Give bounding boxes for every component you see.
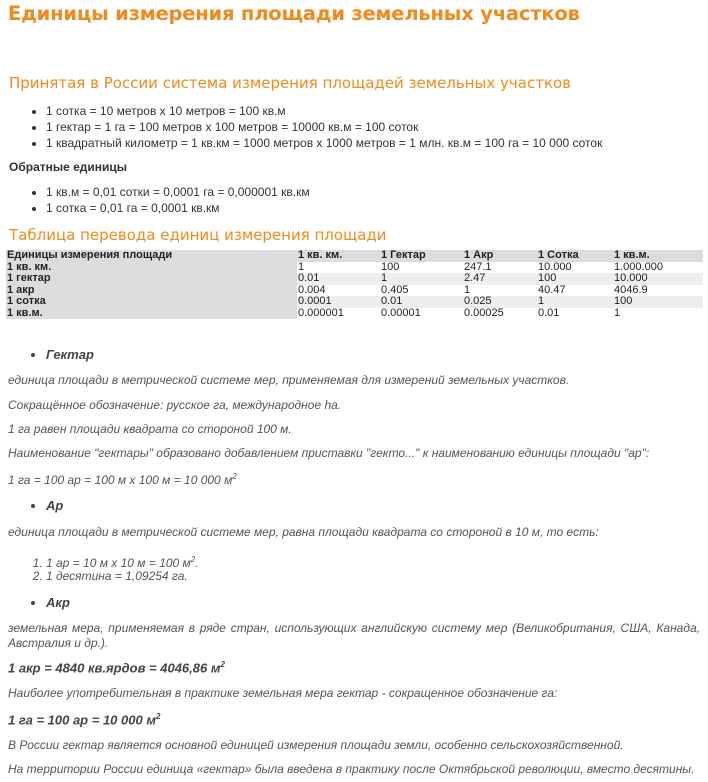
hectare-formula <box>8 472 237 487</box>
hectare-usage: Наиболее употребительная в практике земельная мера гектар - сокращенное обозначение га: <box>8 686 558 700</box>
column-header: 1 Гектар <box>380 250 463 262</box>
row-label: 1 кв.м. <box>6 308 297 320</box>
table-cell: 2.47 <box>463 273 537 285</box>
list-item: • 1 сотка = 0,01 га = 0,0001 кв.км <box>46 200 310 216</box>
formula-superscript: 2 <box>220 660 225 669</box>
row-label: 1 акр <box>6 285 297 297</box>
table-cell: 10.000 <box>613 273 703 285</box>
list-item: • 1 квадратный километр = 1 кв.км = 1000 метров х 1000 метров = 1 млн. кв.м = 100 га = 10 000 соток <box>46 135 602 151</box>
term-acre-list <box>0 595 70 610</box>
table-cell: 1 <box>463 285 537 297</box>
row-label: 1 сотка <box>6 296 297 308</box>
table-cell: 4046.9 <box>613 285 703 297</box>
item-end: . <box>195 556 199 570</box>
table-cell: 1.000.000 <box>613 262 703 274</box>
inverse-units-list <box>0 184 310 216</box>
table-cell: 0.004 <box>297 285 380 297</box>
russia-hectare-history: На территории России единица «гектар» была введена в практику после Октябрьской революции, вместо десятины. <box>8 762 695 776</box>
table-cell: 0.00001 <box>380 308 463 320</box>
list-item <box>46 552 199 568</box>
table-cell: 1 <box>537 296 613 308</box>
page-title: Единицы измерения площади земельных участков <box>8 2 580 25</box>
table-cell: 100 <box>380 262 463 274</box>
table-cell: 247.1 <box>463 262 537 274</box>
table-cell: 0.00025 <box>463 308 537 320</box>
table-cell: 100 <box>613 296 703 308</box>
term-hectare: • Гектар <box>46 347 94 362</box>
table-cell: 1 <box>613 308 703 320</box>
row-label: 1 гектар <box>6 273 297 285</box>
table-cell: 40.47 <box>537 285 613 297</box>
ar-definition: единица площади в метрической системе мер, равна площади квадрата со стороной в 10 м, то есть: <box>8 525 599 539</box>
formula-text: 1 га = 100 ар = 100 м х 100 м = 10 000 м <box>8 473 233 487</box>
table-row <box>6 262 703 274</box>
column-header: Единицы измерения площади <box>6 250 297 262</box>
list-item: • 1 сотка = 10 метров х 10 метров = 100 кв.м <box>46 103 602 119</box>
acre-definition: земельная мера, применяемая в ряде стран, использующих английскую систему мер (Великобритания, США, Канада, Австралия и др.). <box>8 621 700 650</box>
row-label: 1 кв. км. <box>6 262 297 274</box>
russia-hectare-note: В России гектар является основной единицей измерения площади земли, особенно сельскохозяйственной. <box>8 738 624 752</box>
hectare-abbreviation: Сокращённое обозначение: русское га, международное ha. <box>8 398 342 412</box>
item-superscript: 2 <box>190 555 196 564</box>
hectare-definition: единица площади в метрической системе мер, применяемая для измерений земельных участков. <box>8 373 570 387</box>
inverse-units-heading: Обратные единицы <box>9 160 128 174</box>
table-row <box>6 285 703 297</box>
table-cell: 1 <box>297 262 380 274</box>
column-header: 1 кв.м. <box>613 250 703 262</box>
list-item: 2. 1 десятина = 1,09254 га. <box>46 568 199 584</box>
table-cell: 1 <box>380 273 463 285</box>
table-cell: 0.01 <box>537 308 613 320</box>
conversion-table-heading: Таблица перевода единиц измерения площади <box>9 226 387 244</box>
table-row <box>6 296 703 308</box>
table-row <box>6 273 703 285</box>
hectare-formula-2 <box>8 712 160 727</box>
column-header: 1 кв. км. <box>297 250 380 262</box>
item-text: 1 ар = 10 м х 10 м = 100 м <box>46 556 191 570</box>
section-heading-russia-system: Принятая в России система измерения площадей земельных участков <box>9 74 572 92</box>
term-ar-list <box>0 498 63 513</box>
table-row <box>6 308 703 320</box>
acre-formula <box>8 660 225 675</box>
formula-text: 1 га = 100 ар = 10 000 м <box>8 712 156 728</box>
table-cell: 0.000001 <box>297 308 380 320</box>
table-cell: 100 <box>537 273 613 285</box>
term-ar: • Ар <box>46 498 63 513</box>
list-item: • 1 кв.м = 0,01 сотки = 0,0001 га = 0,000001 кв.км <box>46 184 310 200</box>
table-cell: 0.01 <box>380 296 463 308</box>
column-header: 1 Сотка <box>537 250 613 262</box>
formula-text: 1 акр = 4840 кв.ярдов = 4046,86 м <box>8 660 221 676</box>
ar-examples-list <box>0 552 199 584</box>
hectare-square: 1 га равен площади квадрата со стороной 100 м. <box>8 422 292 436</box>
hectare-name-origin: Наименование "гектары" образовано добавлением приставки "гекто..." к наименованию единицы площади "ар": <box>8 446 650 460</box>
term-acre: • Акр <box>46 595 70 610</box>
russia-system-list <box>0 103 602 151</box>
column-header: 1 Акр <box>463 250 537 262</box>
table-cell: 10.000 <box>537 262 613 274</box>
table-cell: 0.0001 <box>297 296 380 308</box>
term-hectare-list <box>0 347 94 362</box>
table-cell: 0.01 <box>297 273 380 285</box>
conversion-table <box>6 250 703 319</box>
table-header-row <box>6 250 703 262</box>
table-cell: 0.025 <box>463 296 537 308</box>
formula-superscript: 2 <box>155 712 161 721</box>
list-item: • 1 гектар = 1 га = 100 метров х 100 метров = 10000 кв.м = 100 соток <box>46 119 602 135</box>
table-cell: 0.405 <box>380 285 463 297</box>
formula-superscript: 2 <box>232 472 237 481</box>
